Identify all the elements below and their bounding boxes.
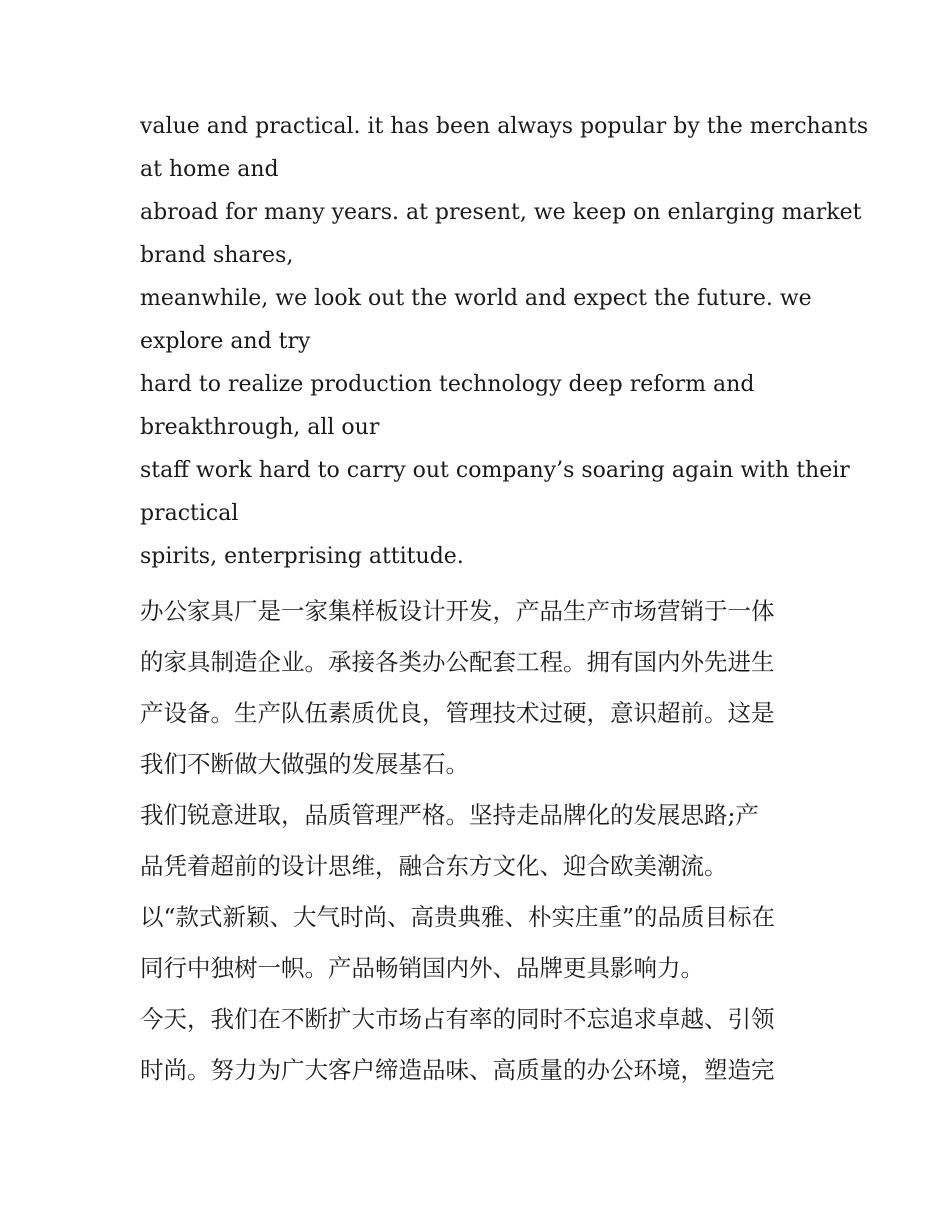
text-line: 办公家具厂是一家集样板设计开发，产品生产市场营销于一体: [140, 597, 775, 625]
text-line: breakthrough, all our: [140, 415, 380, 440]
text-line: meanwhile, we look out the world and expect the future. we: [140, 286, 812, 311]
document-body: [140, 105, 869, 1096]
text-line: 我们锐意进取，品质管理严格。坚持走品牌化的发展思路;产: [140, 801, 759, 829]
text-line: 产设备。生产队伍素质优良，管理技术过硬，意识超前。这是: [140, 699, 775, 727]
text-line: 我们不断做大做强的发展基石。: [140, 750, 469, 778]
text-line: 今天，我们在不断扩大市场占有率的同时不忘追求卓越、引领: [140, 1005, 775, 1033]
text-line: 时尚。努力为广大客户缔造品味、高质量的办公环境，塑造完: [140, 1056, 775, 1084]
text-line: 的家具制造企业。承接各类办公配套工程。拥有国内外先进生: [140, 648, 775, 676]
text-line: at home and: [140, 157, 279, 182]
text-line: brand shares,: [140, 243, 294, 268]
text-line: abroad for many years. at present, we keep on enlarging market: [140, 200, 862, 225]
chinese-paragraph-quality: [140, 790, 820, 892]
text-line: practical: [140, 501, 239, 526]
text-line: explore and try: [140, 329, 311, 354]
text-line: hard to realize production technology deep reform and: [140, 372, 755, 397]
english-paragraph: [140, 105, 869, 578]
text-line: 同行中独树一帜。产品畅销国内外、品牌更具影响力。: [140, 954, 704, 982]
text-line: value and practical. it has been always popular by the merchants: [140, 114, 869, 139]
text-line: spirits, enterprising attitude.: [140, 544, 464, 569]
text-line: 以“款式新颖、大气时尚、高贵典雅、朴实庄重”的品质目标在: [140, 903, 776, 931]
chinese-paragraph-today: [140, 994, 820, 1096]
chinese-paragraph-goals: [140, 892, 820, 994]
text-line: staff work hard to carry out company’s soaring again with their: [140, 458, 850, 483]
text-line: 品凭着超前的设计思维，融合东方文化、迎合欧美潮流。: [140, 852, 728, 880]
chinese-paragraph-company-intro: [140, 586, 820, 790]
